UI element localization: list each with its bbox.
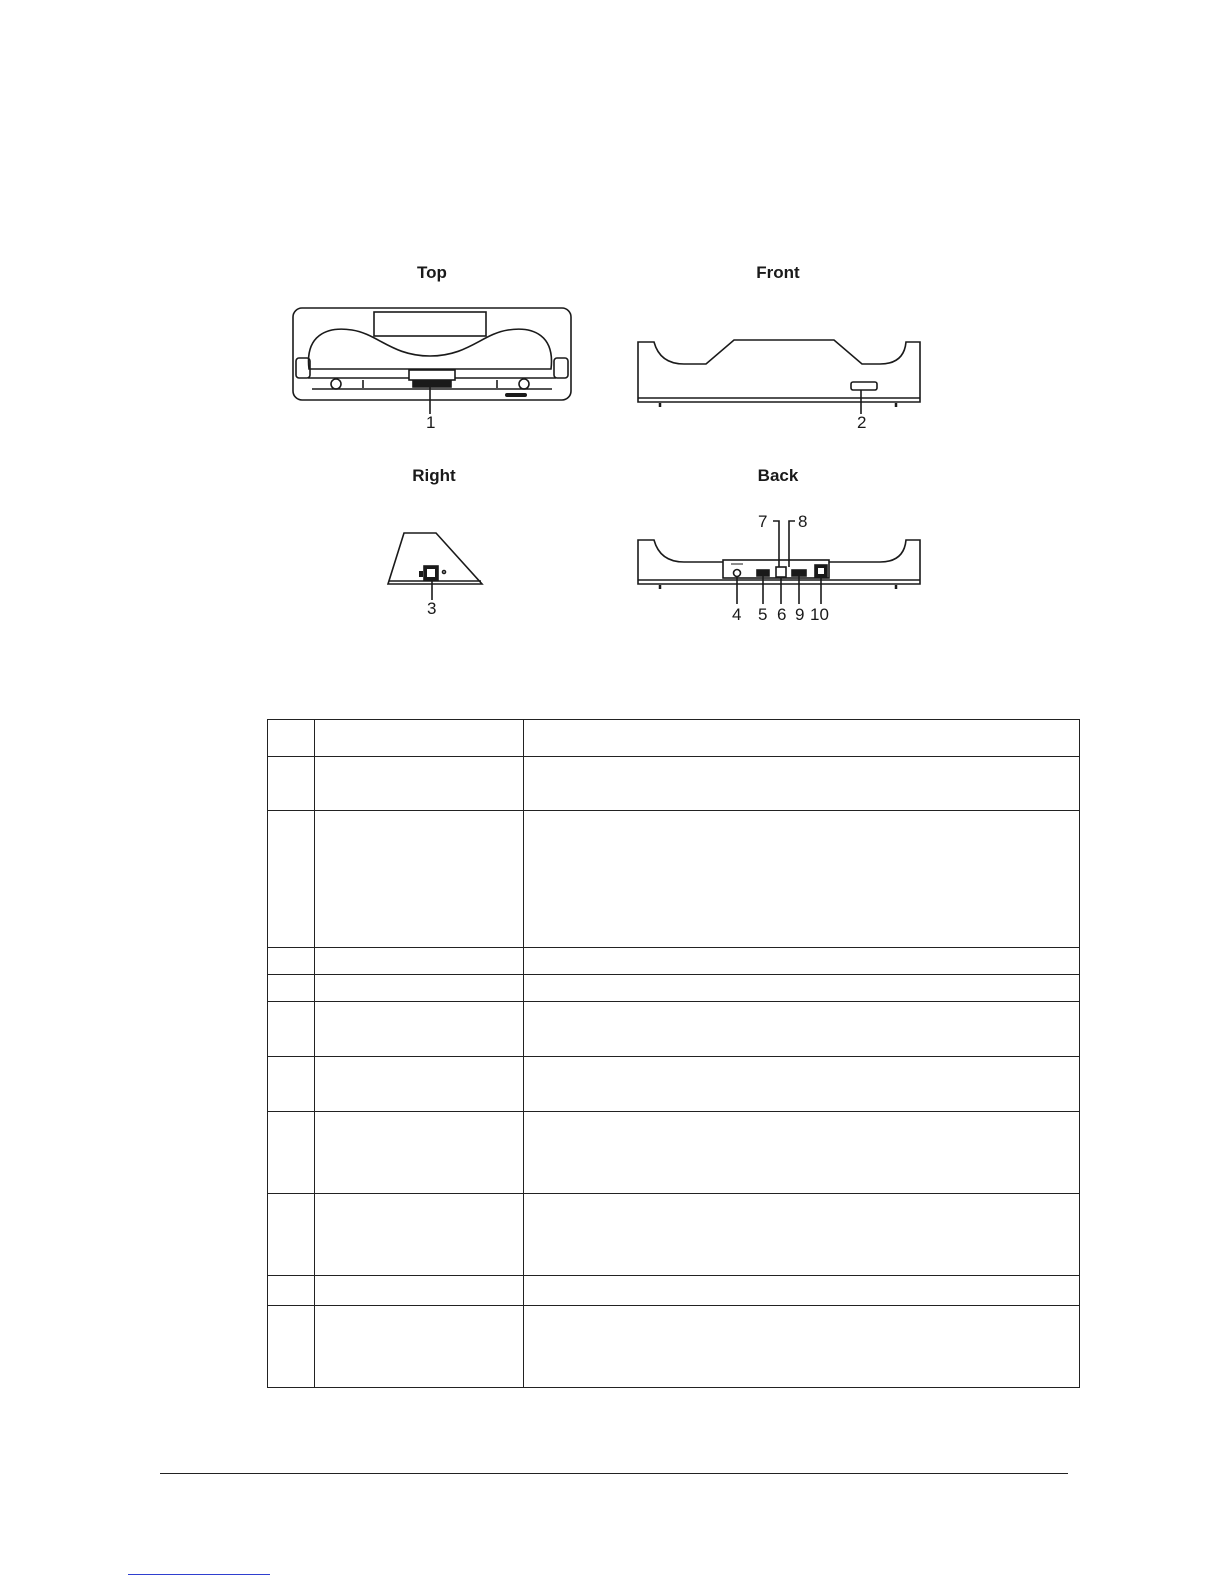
front-view-drawing	[638, 340, 920, 414]
table-row	[268, 1002, 1080, 1057]
back-view-drawing	[638, 521, 920, 604]
callout-1: 1	[426, 413, 436, 432]
table-cell	[315, 1112, 524, 1194]
callout-2: 2	[857, 413, 867, 432]
table-cell	[268, 1057, 315, 1112]
table-cell	[315, 1002, 524, 1057]
table-cell	[524, 757, 1080, 811]
view-title-front: Front	[756, 263, 800, 282]
table-cell	[315, 1276, 524, 1306]
callout-6: 6	[777, 605, 787, 624]
table-cell	[315, 1306, 524, 1388]
table-cell	[268, 1306, 315, 1388]
table-cell	[268, 720, 315, 757]
callout-7: 7	[758, 512, 768, 531]
table-row	[268, 975, 1080, 1002]
view-title-top: Top	[417, 263, 447, 282]
cradle-views-drawing	[0, 0, 1225, 700]
table-cell	[315, 757, 524, 811]
table-cell	[315, 811, 524, 948]
table-row	[268, 1276, 1080, 1306]
table-cell	[268, 1112, 315, 1194]
table-cell	[268, 1002, 315, 1057]
table-cell	[524, 948, 1080, 975]
table-cell	[524, 811, 1080, 948]
table-cell	[524, 720, 1080, 757]
callout-5: 5	[758, 605, 768, 624]
table-cell	[268, 948, 315, 975]
table-cell	[268, 1276, 315, 1306]
table-cell	[315, 1194, 524, 1276]
table-row	[268, 1194, 1080, 1276]
table-cell	[524, 1057, 1080, 1112]
table-cell	[524, 1194, 1080, 1276]
table-row	[268, 948, 1080, 975]
component-table	[267, 719, 1080, 1388]
callout-10: 10	[810, 605, 829, 624]
table-cell	[524, 1002, 1080, 1057]
table-row	[268, 811, 1080, 948]
callout-3: 3	[427, 599, 437, 618]
table-header-row	[268, 720, 1080, 757]
table-cell	[524, 1112, 1080, 1194]
right-view-drawing	[388, 533, 482, 600]
table-cell	[268, 811, 315, 948]
table-cell	[268, 1194, 315, 1276]
table-cell	[315, 948, 524, 975]
callout-9: 9	[795, 605, 805, 624]
callout-4: 4	[732, 605, 742, 624]
table-cell	[315, 720, 524, 757]
table-cell	[524, 1306, 1080, 1388]
view-title-back: Back	[757, 466, 799, 485]
callout-8: 8	[798, 512, 808, 531]
table-row	[268, 1306, 1080, 1388]
table-cell	[315, 975, 524, 1002]
table-row	[268, 1057, 1080, 1112]
footer-rule	[160, 1473, 1068, 1474]
view-title-right: Right	[412, 466, 456, 485]
table-cell	[268, 757, 315, 811]
table-cell	[268, 975, 315, 1002]
top-view-drawing	[293, 308, 571, 414]
table-row	[268, 757, 1080, 811]
table-row	[268, 1112, 1080, 1194]
footer-link-underline[interactable]	[128, 1574, 270, 1575]
table-cell	[524, 1276, 1080, 1306]
table-cell	[524, 975, 1080, 1002]
table-cell	[315, 1057, 524, 1112]
